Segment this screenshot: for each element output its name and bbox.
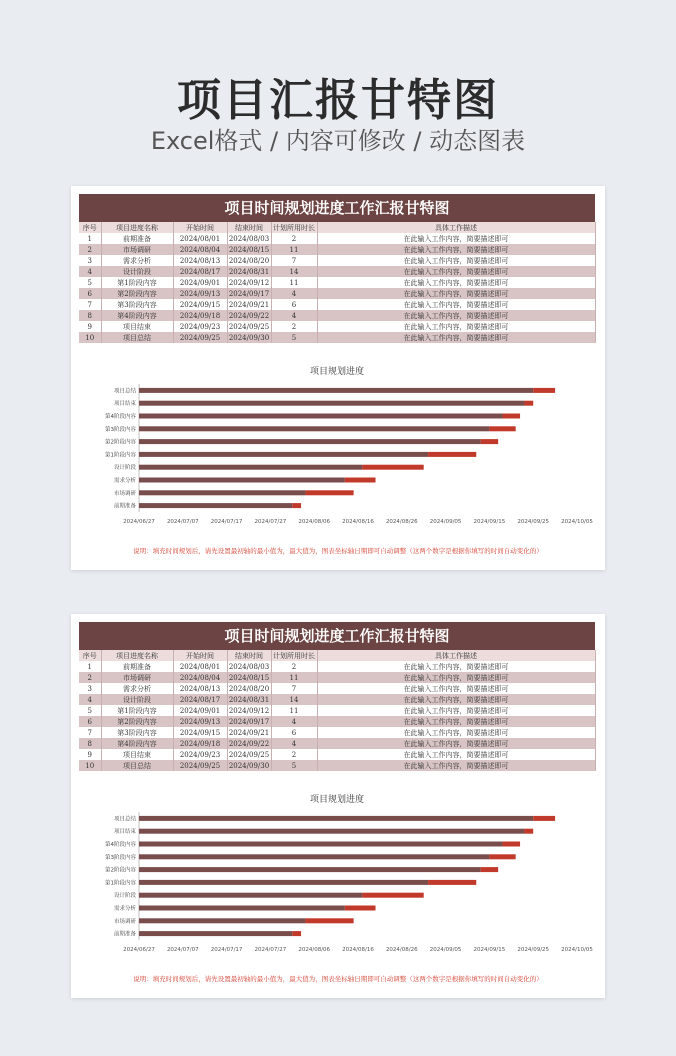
y-tick-label: 前期准备 — [113, 931, 136, 938]
gantt-chart — [79, 792, 595, 970]
table-cell[interactable]: 11 — [271, 277, 317, 288]
x-tick-label: 2024/09/25 — [517, 519, 550, 525]
y-tick-label: 需求分析 — [113, 478, 136, 484]
x-tick-label: 2024/07/27 — [254, 519, 287, 525]
table-cell[interactable]: 2024/08/03 — [228, 234, 270, 243]
y-tick-label: 项目总结 — [113, 816, 136, 823]
table-cell[interactable]: 在此输入工作内容，简要描述即可 — [317, 288, 595, 299]
table-cell[interactable]: 2024/09/22 — [228, 739, 270, 748]
gantt-duration-bar — [292, 931, 301, 936]
table-cell[interactable]: 设计阶段 — [101, 694, 173, 705]
gantt-start-bar — [139, 490, 305, 495]
table-cell[interactable]: 在此输入工作内容，简要描述即可 — [317, 760, 595, 771]
chart-title: 项目规划进度 — [309, 795, 364, 805]
x-tick-label: 2024/09/05 — [429, 519, 462, 525]
table-row — [79, 288, 595, 299]
table-cell[interactable]: 2024/09/17 — [228, 289, 270, 298]
table-cell[interactable]: 在此输入工作内容，简要描述即可 — [317, 749, 595, 760]
x-tick-label: 2024/09/15 — [473, 947, 506, 953]
x-tick-label: 2024/10/05 — [561, 947, 593, 953]
column-header[interactable]: 结束时间 — [227, 650, 271, 661]
gantt-start-bar — [139, 503, 292, 508]
table-cell[interactable]: 2024/08/03 — [228, 662, 270, 671]
table-cell[interactable]: 2024/09/12 — [228, 278, 270, 287]
table-cell[interactable]: 5 — [271, 332, 317, 343]
table-cell[interactable]: 市场调研 — [101, 672, 173, 683]
table-row — [79, 266, 595, 277]
table-cell[interactable]: 2024/08/20 — [228, 256, 270, 265]
gantt-duration-bar — [524, 829, 533, 834]
x-tick-label: 2024/07/27 — [254, 947, 287, 953]
table-cell[interactable]: 5 — [79, 277, 101, 288]
y-tick-label: 第2阶段内容 — [105, 867, 136, 874]
column-header[interactable]: 项目进度名称 — [101, 650, 173, 661]
table-cell[interactable]: 7 — [79, 727, 101, 738]
gantt-duration-bar — [489, 426, 515, 431]
gantt-duration-bar — [428, 880, 476, 885]
table-cell[interactable]: 在此输入工作内容，简要描述即可 — [317, 683, 595, 694]
table-cell[interactable]: 9 — [79, 321, 101, 332]
table-cell[interactable]: 前期准备 — [101, 661, 173, 672]
table-cell[interactable]: 需求分析 — [101, 683, 173, 694]
gantt-start-bar — [139, 854, 489, 859]
x-tick-label: 2024/09/25 — [517, 947, 550, 953]
table-row — [79, 661, 595, 672]
table-cell[interactable]: 2024/09/22 — [228, 311, 270, 320]
gantt-start-bar — [139, 931, 292, 936]
chart-title: 项目规划进度 — [309, 367, 364, 377]
table-cell[interactable]: 2024/09/30 — [228, 333, 270, 342]
table-row — [79, 233, 595, 244]
column-header[interactable]: 计划所用时长 — [273, 651, 315, 660]
gantt-duration-bar — [503, 842, 521, 847]
column-header[interactable]: 序号 — [79, 650, 101, 661]
gantt-duration-bar — [503, 414, 521, 419]
table-cell[interactable]: 在此输入工作内容，简要描述即可 — [317, 310, 595, 321]
table-cell[interactable]: 7 — [79, 299, 101, 310]
table-cell[interactable]: 2024/09/18 — [173, 738, 227, 749]
x-tick-label: 2024/06/27 — [123, 519, 155, 525]
table-row — [79, 672, 595, 683]
table-cell[interactable]: 2024/09/18 — [173, 310, 227, 321]
table-cell[interactable]: 4 — [79, 266, 101, 277]
gantt-start-bar — [139, 388, 533, 393]
table-cell[interactable]: 第2阶段内容 — [101, 288, 173, 299]
table-cell[interactable]: 项目结束 — [101, 321, 173, 332]
gantt-duration-bar — [524, 401, 533, 406]
table-cell[interactable]: 2024/09/25 — [173, 332, 227, 343]
gantt-duration-bar — [481, 867, 499, 872]
column-header[interactable]: 结束时间 — [227, 222, 271, 233]
gantt-duration-bar — [345, 478, 376, 483]
sheet-title: 项目时间规划进度工作汇报甘特图 — [79, 194, 595, 222]
table-cell[interactable]: 2024/09/17 — [228, 717, 270, 726]
spreadsheet — [79, 622, 595, 771]
table-cell[interactable]: 7 — [271, 255, 317, 266]
column-header[interactable]: 项目进度名称 — [101, 222, 173, 233]
x-tick-label: 2024/06/27 — [123, 947, 155, 953]
x-tick-label: 2024/09/05 — [429, 947, 462, 953]
y-tick-label: 市场调研 — [113, 490, 136, 497]
gantt-start-bar — [139, 401, 524, 406]
table-cell[interactable]: 9 — [79, 749, 101, 760]
x-tick-label: 2024/07/17 — [210, 519, 243, 525]
table-cell[interactable]: 在此输入工作内容，简要描述即可 — [317, 705, 595, 716]
gantt-duration-bar — [345, 906, 376, 911]
table-cell[interactable]: 2024/09/01 — [173, 277, 227, 288]
table-cell[interactable]: 2024/09/25 — [228, 322, 270, 331]
table-cell[interactable]: 在此输入工作内容，简要描述即可 — [317, 661, 595, 672]
table-cell[interactable]: 2 — [271, 661, 317, 672]
gantt-start-bar — [139, 452, 428, 457]
x-tick-label: 2024/07/07 — [166, 519, 199, 525]
table-cell[interactable]: 2024/09/23 — [173, 749, 227, 760]
table-cell[interactable]: 4 — [271, 716, 317, 727]
table-row — [79, 716, 595, 727]
gantt-duration-bar — [481, 439, 499, 444]
y-tick-label: 第4阶段内容 — [105, 414, 136, 420]
x-tick-label: 2024/08/06 — [298, 519, 331, 525]
table-cell[interactable]: 2024/08/13 — [173, 683, 227, 694]
table-row — [79, 244, 595, 255]
table-cell[interactable]: 2024/09/25 — [173, 760, 227, 771]
table-cell[interactable]: 2024/09/12 — [228, 706, 270, 715]
y-tick-label: 项目结束 — [113, 829, 136, 836]
table-row — [79, 749, 595, 760]
y-tick-label: 第2阶段内容 — [105, 439, 136, 446]
task-table — [79, 650, 596, 771]
gantt-duration-bar — [533, 388, 555, 393]
gantt-duration-bar — [489, 854, 515, 859]
gantt-start-bar — [139, 439, 481, 444]
x-tick-label: 2024/08/16 — [342, 947, 374, 953]
table-cell[interactable]: 6 — [271, 299, 317, 310]
table-cell[interactable]: 8 — [79, 310, 101, 321]
y-tick-label: 第3阶段内容 — [105, 854, 136, 861]
table-cell[interactable]: 14 — [271, 266, 317, 277]
sheet-title: 项目时间规划进度工作汇报甘特图 — [79, 622, 595, 650]
table-cell[interactable]: 在此输入工作内容，简要描述即可 — [317, 332, 595, 343]
table-cell[interactable]: 1 — [79, 233, 101, 244]
table-cell[interactable]: 项目总结 — [101, 332, 173, 343]
gantt-svg — [79, 364, 595, 542]
table-cell[interactable]: 2024/08/01 — [173, 661, 227, 672]
gantt-duration-bar — [362, 893, 423, 898]
table-cell[interactable]: 2024/08/13 — [173, 255, 227, 266]
table-row — [79, 332, 595, 343]
table-cell[interactable]: 2 — [79, 244, 101, 255]
table-cell[interactable]: 在此输入工作内容，简要描述即可 — [317, 299, 595, 310]
gantt-duration-bar — [362, 465, 423, 470]
table-cell[interactable]: 6 — [79, 288, 101, 299]
gantt-start-bar — [139, 816, 533, 821]
table-cell[interactable]: 2 — [79, 672, 101, 683]
gantt-duration-bar — [428, 452, 476, 457]
table-cell[interactable]: 4 — [79, 694, 101, 705]
x-tick-label: 2024/07/17 — [210, 947, 243, 953]
table-cell[interactable]: 2024/09/25 — [228, 750, 270, 759]
y-tick-label: 第3阶段内容 — [105, 426, 136, 433]
column-header[interactable]: 具体工作描述 — [317, 222, 595, 233]
table-cell[interactable]: 2024/09/15 — [173, 727, 227, 738]
table-cell[interactable]: 2024/08/04 — [173, 672, 227, 683]
task-table — [79, 222, 596, 343]
gantt-svg — [79, 792, 595, 970]
table-cell[interactable]: 2024/08/31 — [228, 267, 270, 276]
table-cell[interactable]: 在此输入工作内容，简要描述即可 — [317, 277, 595, 288]
table-row — [79, 760, 595, 771]
table-cell[interactable]: 第1阶段内容 — [101, 277, 173, 288]
table-cell[interactable]: 8 — [79, 738, 101, 749]
gantt-start-bar — [139, 478, 345, 483]
table-cell[interactable]: 2024/08/15 — [228, 245, 270, 254]
page-subtitle: Excel格式 / 内容可修改 / 动态图表 — [150, 127, 526, 155]
table-cell[interactable]: 2024/09/15 — [173, 299, 227, 310]
table-cell[interactable]: 2 — [271, 749, 317, 760]
table-cell[interactable]: 10 — [79, 760, 101, 771]
table-cell[interactable]: 在此输入工作内容，简要描述即可 — [317, 716, 595, 727]
table-cell[interactable]: 2024/09/13 — [173, 288, 227, 299]
table-cell[interactable]: 5 — [271, 760, 317, 771]
spreadsheet — [79, 194, 595, 343]
table-cell[interactable]: 2024/09/21 — [228, 728, 270, 737]
y-tick-label: 项目总结 — [113, 388, 136, 395]
column-header[interactable]: 序号 — [79, 222, 101, 233]
table-cell[interactable]: 3 — [79, 683, 101, 694]
table-cell[interactable]: 3 — [79, 255, 101, 266]
gantt-start-bar — [139, 842, 503, 847]
gantt-start-bar — [139, 414, 503, 419]
y-tick-label: 设计阶段 — [113, 465, 136, 472]
table-cell[interactable]: 第2阶段内容 — [101, 716, 173, 727]
y-tick-label: 市场调研 — [113, 918, 136, 925]
x-tick-label: 2024/07/07 — [166, 947, 199, 953]
table-cell[interactable]: 市场调研 — [101, 244, 173, 255]
column-header[interactable]: 开始时间 — [173, 222, 227, 233]
table-cell[interactable]: 2024/09/13 — [173, 716, 227, 727]
gantt-chart — [79, 364, 595, 542]
x-tick-label: 2024/08/06 — [298, 947, 331, 953]
column-header[interactable]: 开始时间 — [173, 650, 227, 661]
table-cell[interactable]: 2024/09/23 — [173, 321, 227, 332]
table-cell[interactable]: 在此输入工作内容，简要描述即可 — [317, 255, 595, 266]
chart-note: 说明：填充时间规划后，请先设置最初轴的最小值为，最大值为，图表坐标轴日期即可自动调整（这两个数字是根据你填写的时间自动变化的） — [133, 975, 543, 983]
y-tick-label: 前期准备 — [113, 503, 136, 510]
table-cell[interactable]: 11 — [271, 672, 317, 683]
table-cell[interactable]: 2024/09/21 — [228, 300, 270, 309]
gantt-duration-bar — [292, 503, 301, 508]
table-cell[interactable]: 2024/08/01 — [173, 233, 227, 244]
table-cell[interactable]: 项目总结 — [101, 760, 173, 771]
table-cell[interactable]: 14 — [271, 694, 317, 705]
y-tick-label: 项目结束 — [113, 401, 136, 408]
table-row — [79, 310, 595, 321]
table-row — [79, 727, 595, 738]
table-cell[interactable]: 第3阶段内容 — [101, 727, 173, 738]
column-header[interactable]: 计划所用时长 — [273, 223, 315, 232]
y-tick-label: 第1阶段内容 — [105, 880, 136, 887]
x-tick-label: 2024/08/26 — [385, 947, 418, 953]
table-cell[interactable]: 第3阶段内容 — [101, 299, 173, 310]
table-cell[interactable]: 11 — [271, 705, 317, 716]
y-tick-label: 第4阶段内容 — [105, 842, 136, 848]
table-cell[interactable]: 4 — [271, 738, 317, 749]
table-cell[interactable]: 2024/08/04 — [173, 244, 227, 255]
gantt-start-bar — [139, 426, 489, 431]
table-cell[interactable]: 在此输入工作内容，简要描述即可 — [317, 738, 595, 749]
table-cell[interactable]: 2024/09/01 — [173, 705, 227, 716]
gantt-duration-bar — [533, 816, 555, 821]
table-cell[interactable]: 在此输入工作内容，简要描述即可 — [317, 244, 595, 255]
table-cell[interactable]: 在此输入工作内容，简要描述即可 — [317, 727, 595, 738]
gantt-start-bar — [139, 880, 428, 885]
table-row — [79, 705, 595, 716]
gantt-card — [71, 614, 605, 998]
gantt-duration-bar — [305, 918, 353, 923]
table-cell[interactable]: 2 — [271, 233, 317, 244]
gantt-start-bar — [139, 465, 362, 470]
table-row — [79, 299, 595, 310]
x-tick-label: 2024/08/26 — [385, 519, 418, 525]
table-cell[interactable]: 4 — [271, 310, 317, 321]
gantt-start-bar — [139, 829, 524, 834]
table-cell[interactable]: 第1阶段内容 — [101, 705, 173, 716]
gantt-start-bar — [139, 906, 345, 911]
x-tick-label: 2024/08/16 — [342, 519, 374, 525]
table-cell[interactable]: 2024/08/17 — [173, 266, 227, 277]
table-row — [79, 321, 595, 332]
column-header[interactable]: 具体工作描述 — [317, 650, 595, 661]
y-tick-label: 设计阶段 — [113, 893, 136, 900]
table-cell[interactable]: 4 — [271, 288, 317, 299]
table-cell[interactable]: 在此输入工作内容，简要描述即可 — [317, 266, 595, 277]
table-cell[interactable]: 7 — [271, 683, 317, 694]
table-cell[interactable]: 2024/08/20 — [228, 684, 270, 693]
table-cell[interactable]: 2 — [271, 321, 317, 332]
page-title: 项目汇报甘特图 — [177, 75, 499, 126]
table-cell[interactable]: 2024/08/17 — [173, 694, 227, 705]
gantt-start-bar — [139, 867, 481, 872]
table-row — [79, 255, 595, 266]
table-cell[interactable]: 项目结束 — [101, 749, 173, 760]
table-cell[interactable]: 第4阶段内容 — [101, 310, 173, 321]
table-cell[interactable]: 2024/08/31 — [228, 695, 270, 704]
table-cell[interactable]: 在此输入工作内容，简要描述即可 — [317, 321, 595, 332]
table-row — [79, 277, 595, 288]
y-tick-label: 需求分析 — [113, 906, 136, 912]
table-cell[interactable]: 6 — [271, 727, 317, 738]
gantt-card — [71, 186, 605, 570]
gantt-start-bar — [139, 893, 362, 898]
x-tick-label: 2024/09/15 — [473, 519, 506, 525]
table-cell[interactable]: 在此输入工作内容，简要描述即可 — [317, 672, 595, 683]
table-cell[interactable]: 6 — [79, 716, 101, 727]
table-cell[interactable]: 需求分析 — [101, 255, 173, 266]
table-cell[interactable]: 2024/09/30 — [228, 761, 270, 770]
chart-note: 说明：填充时间规划后，请先设置最初轴的最小值为，最大值为，图表坐标轴日期即可自动调整（这两个数字是根据你填写的时间自动变化的） — [133, 547, 543, 555]
table-cell[interactable]: 5 — [79, 705, 101, 716]
y-tick-label: 第1阶段内容 — [105, 452, 136, 459]
x-tick-label: 2024/10/05 — [561, 519, 593, 525]
table-cell[interactable]: 设计阶段 — [101, 266, 173, 277]
gantt-duration-bar — [305, 490, 353, 495]
table-cell[interactable]: 11 — [271, 244, 317, 255]
table-cell[interactable]: 前期准备 — [101, 233, 173, 244]
table-cell[interactable]: 2024/08/15 — [228, 673, 270, 682]
table-row — [79, 694, 595, 705]
table-row — [79, 738, 595, 749]
table-cell[interactable]: 10 — [79, 332, 101, 343]
table-cell[interactable]: 1 — [79, 661, 101, 672]
table-row — [79, 683, 595, 694]
table-cell[interactable]: 第4阶段内容 — [101, 738, 173, 749]
table-cell[interactable]: 在此输入工作内容，简要描述即可 — [317, 233, 595, 244]
table-cell[interactable]: 在此输入工作内容，简要描述即可 — [317, 694, 595, 705]
gantt-start-bar — [139, 918, 305, 923]
